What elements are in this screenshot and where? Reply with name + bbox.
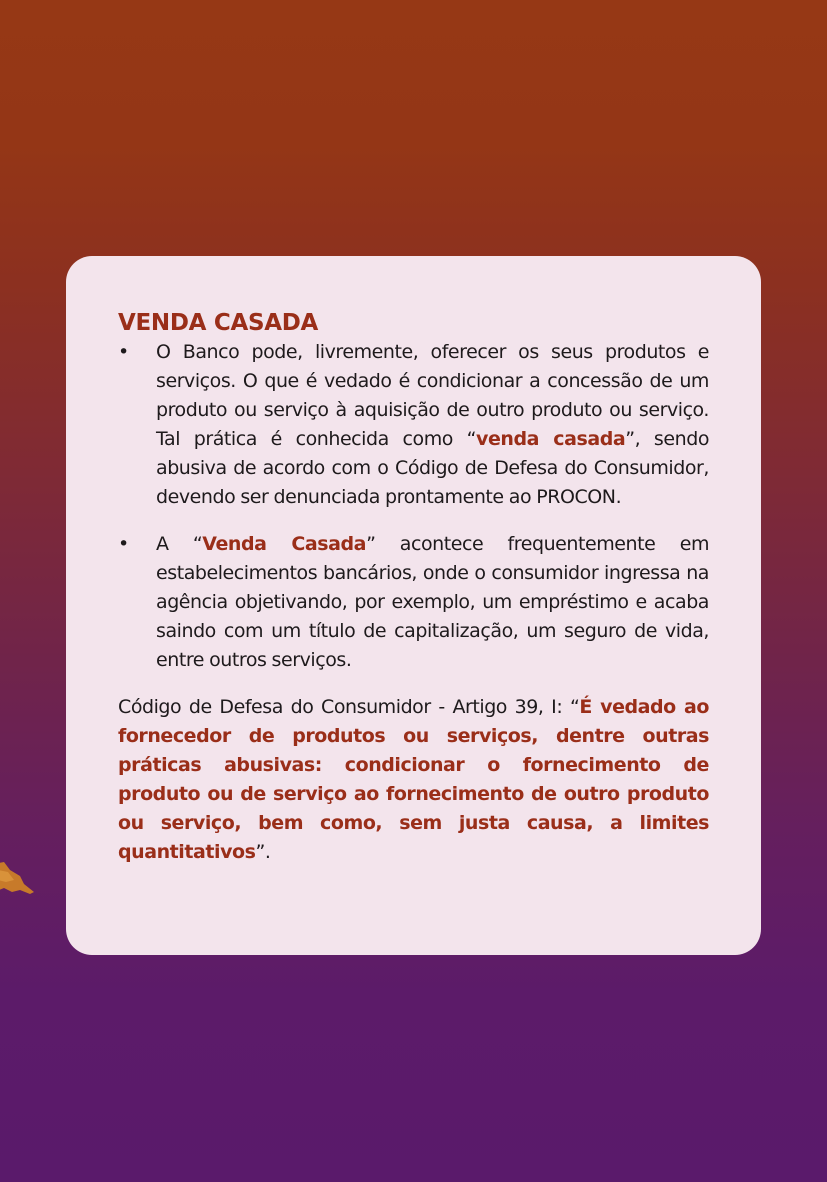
bullet-2-text-end: ” acontece frequentemente em estabelecimentos bancários, onde o consumidor ingressa na agência objetivando, por exemplo, um empréstimo e acaba saindo com um título de capitalização, um seguro de vida, entre outros serviços. <box>156 533 709 671</box>
bullet-item-2 <box>118 530 709 675</box>
bullet-1-text-end: ”, sendo abusiva de acordo com o Código de Defesa do Consumidor, devendo ser denunciada prontamente ao PROCON. <box>156 428 709 508</box>
bullet-item-1 <box>118 338 709 512</box>
bullet-2-highlight: Venda Casada <box>202 533 367 555</box>
law-citation-end: ”. <box>255 841 271 863</box>
bullet-1-highlight: venda casada <box>476 428 626 450</box>
bullet-symbol: • <box>118 341 129 363</box>
bullet-2-text-start: A “ <box>156 533 203 555</box>
law-citation <box>118 693 709 867</box>
section-title: VENDA CASADA <box>118 310 318 336</box>
paint-splash-decoration <box>0 858 40 902</box>
law-citation-highlight: É vedado ao fornecedor de produtos ou serviços, dentre outras práticas abusivas: condicionar o fornecimento de produto ou de serviço ao fornecimento de outro produto ou serviço, bem como, sem justa causa, a limites quantitativos <box>118 696 709 863</box>
law-citation-intro: Código de Defesa do Consumidor - Artigo 39, I: “ <box>118 696 580 718</box>
bullet-1-text-start: O Banco pode, livremente, oferecer os seus produtos e serviços. O que é vedado é condicionar a concessão de um produto ou serviço à aquisição de outro produto ou serviço. Tal prática é conhecida como “ <box>156 341 709 450</box>
bullet-symbol: • <box>118 533 129 555</box>
info-card <box>66 256 761 955</box>
